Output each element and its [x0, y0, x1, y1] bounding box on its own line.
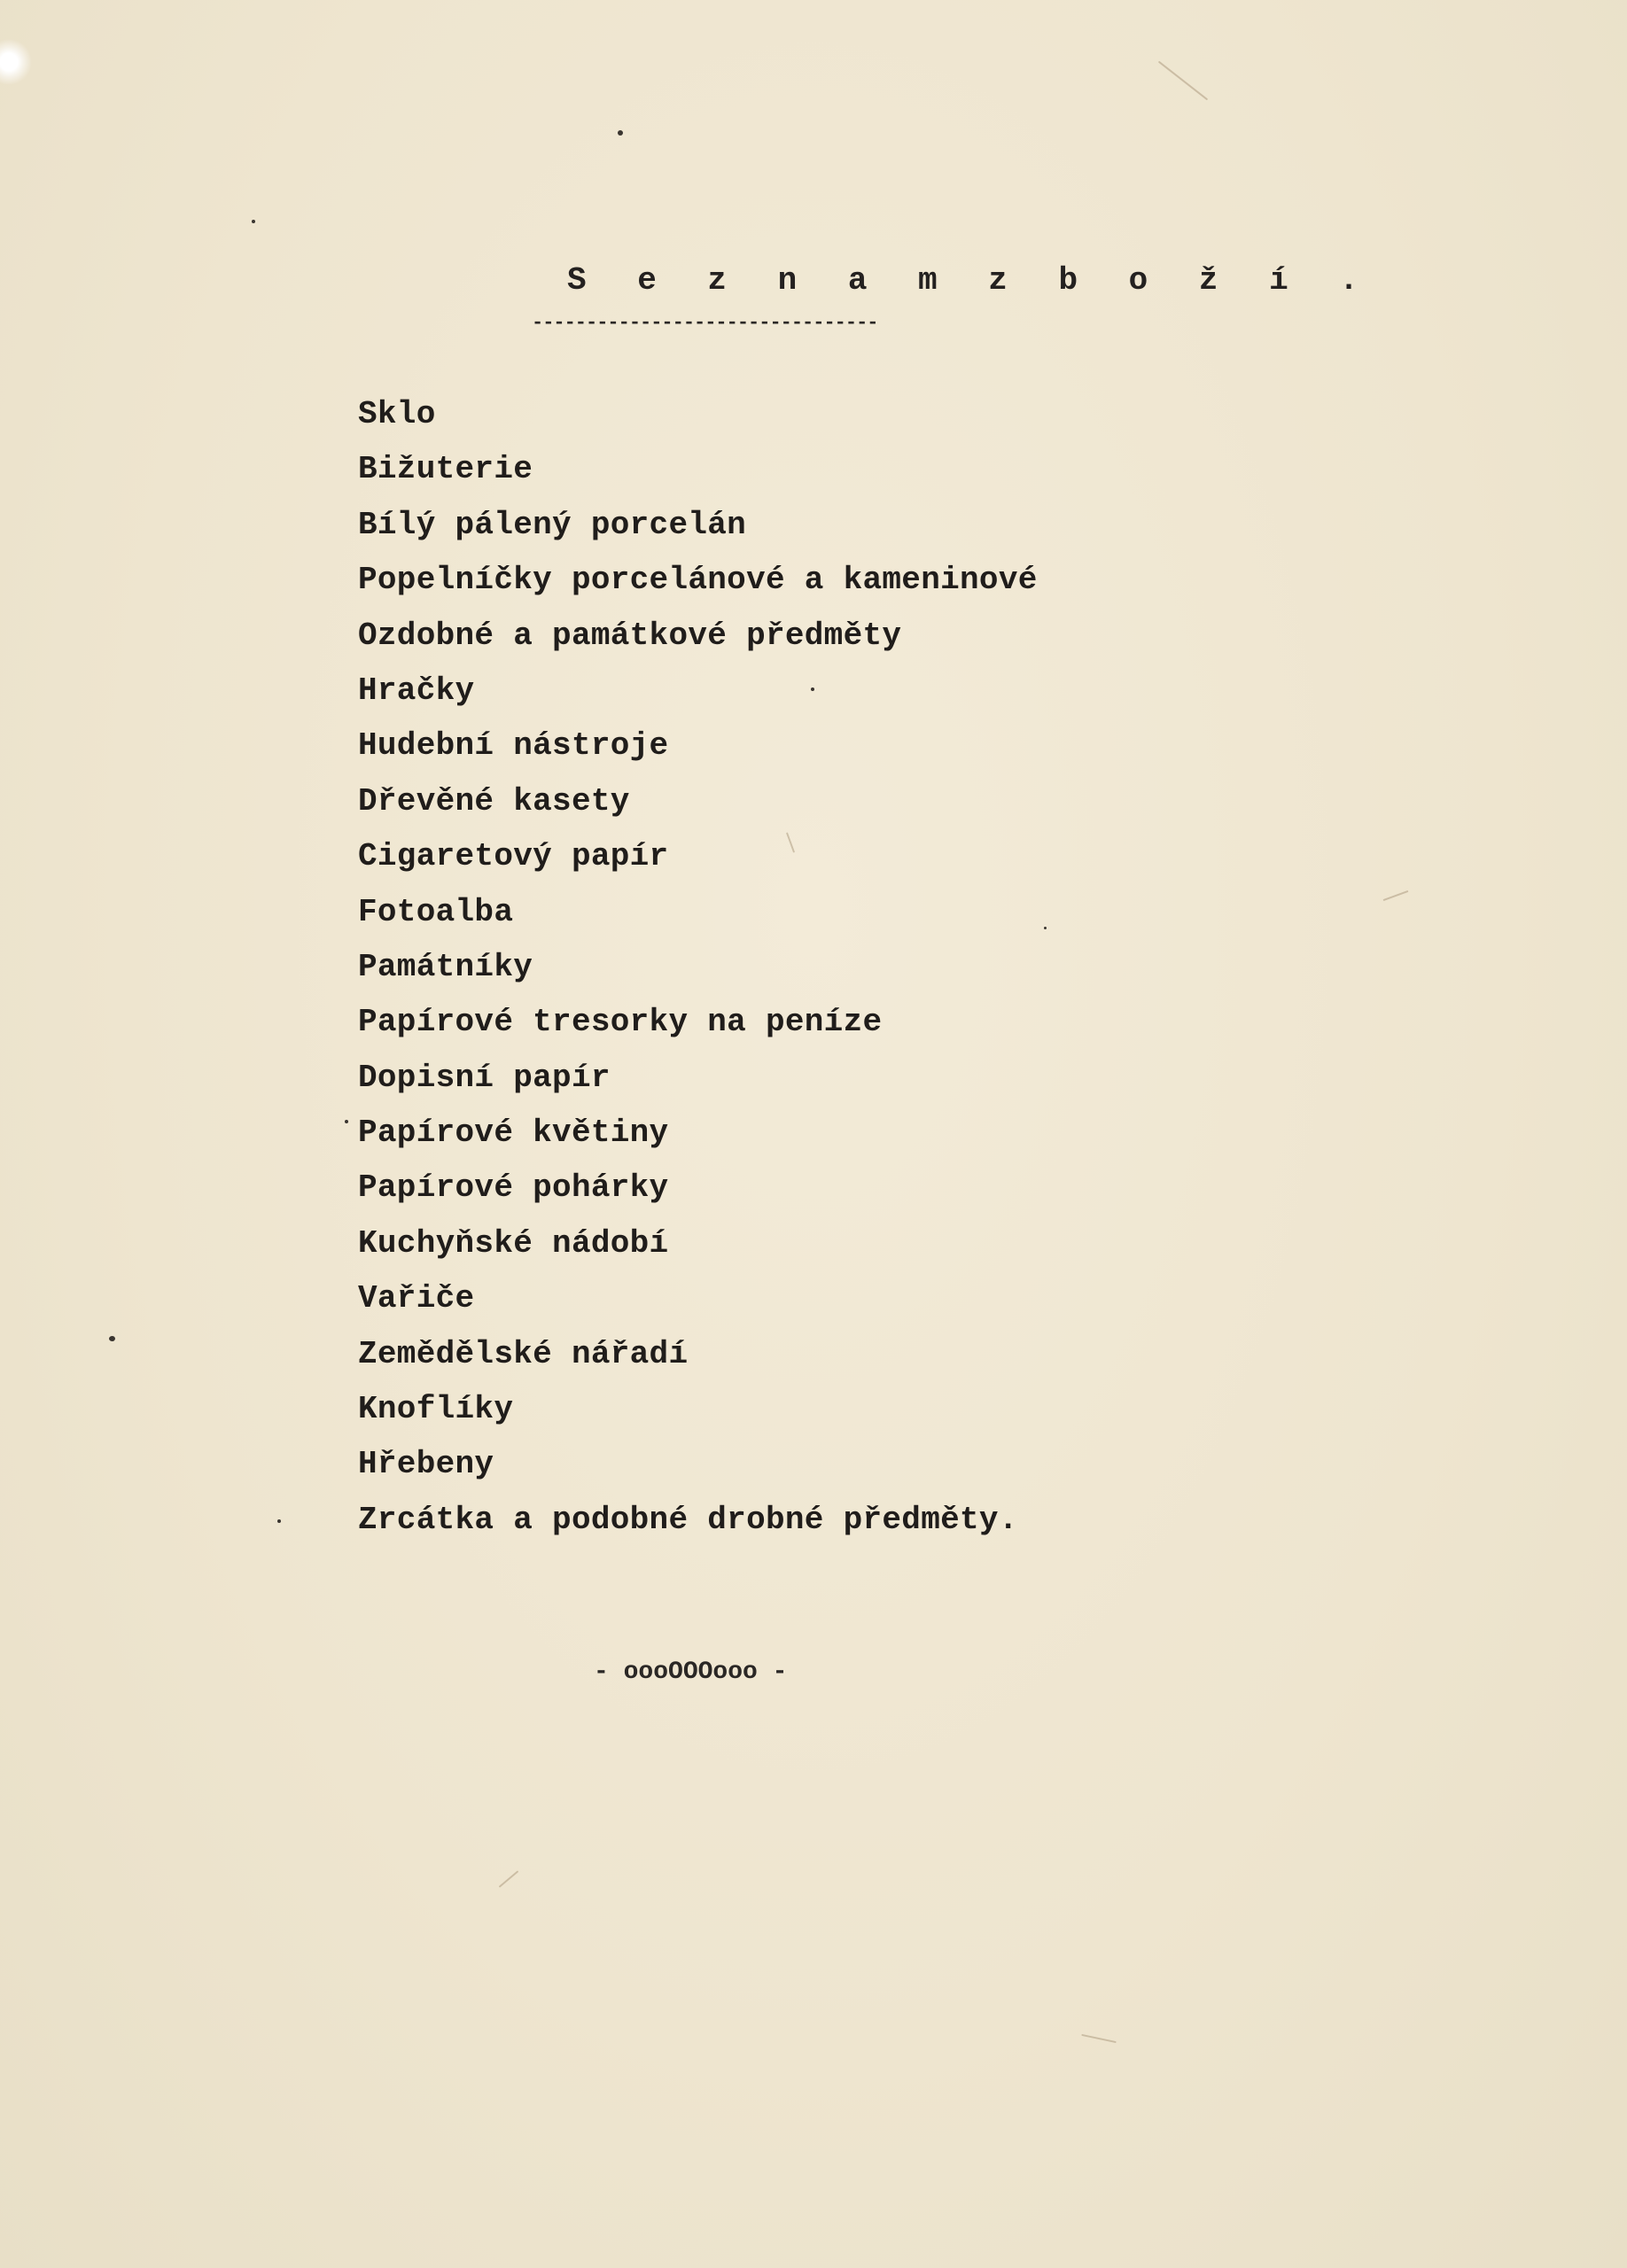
paper-fiber: [1081, 2034, 1117, 2043]
list-item: Dopisní papír: [358, 1059, 611, 1096]
goods-list: [358, 387, 1038, 1548]
ink-speck: [1044, 927, 1047, 929]
list-item: Kuchyňské nádobí: [358, 1224, 669, 1262]
list-item: Knoflíky: [358, 1391, 514, 1428]
list-item: Sklo: [358, 396, 436, 432]
paper-fiber: [1383, 890, 1409, 901]
list-item: Dřevěné kasety: [358, 782, 630, 819]
closing-ornament: - oooOOOooo -: [594, 1658, 788, 1686]
list-item: Památníky: [358, 948, 533, 985]
torn-corner: [0, 35, 39, 89]
list-item: Hračky: [358, 672, 475, 709]
list-item: Zrcátka a podobné drobné předměty.: [358, 1501, 1018, 1538]
list-item: Zemědělské nářadí: [358, 1335, 689, 1372]
paper-fiber: [499, 1870, 519, 1888]
ink-speck: [277, 1519, 281, 1523]
list-item: Hřebeny: [358, 1446, 494, 1483]
list-item: Popelníčky porcelánové a kameninové: [358, 562, 1038, 599]
ink-speck: [252, 220, 255, 223]
list-item: Papírové pohárky: [358, 1169, 669, 1207]
document-title: S e z n a m z b o ž í .: [567, 262, 1374, 299]
ink-speck: [618, 130, 623, 136]
list-item: Papírové květiny: [358, 1115, 669, 1152]
paper-fiber: [1158, 61, 1208, 101]
list-item: Hudební nástroje: [358, 727, 669, 765]
ink-speck: [109, 1336, 115, 1341]
list-item: Bílý pálený porcelán: [358, 506, 747, 543]
list-item: Papírové tresorky na peníze: [358, 1004, 883, 1041]
list-item: Bižuterie: [358, 451, 533, 488]
list-item: Ozdobné a památkové předměty: [358, 617, 902, 654]
list-item: Fotoalba: [358, 893, 514, 930]
list-item: Cigaretový papír: [358, 838, 669, 875]
ink-speck: [345, 1120, 348, 1123]
list-item: Vařiče: [358, 1280, 475, 1317]
title-underline: --------------------------------: [532, 312, 878, 334]
